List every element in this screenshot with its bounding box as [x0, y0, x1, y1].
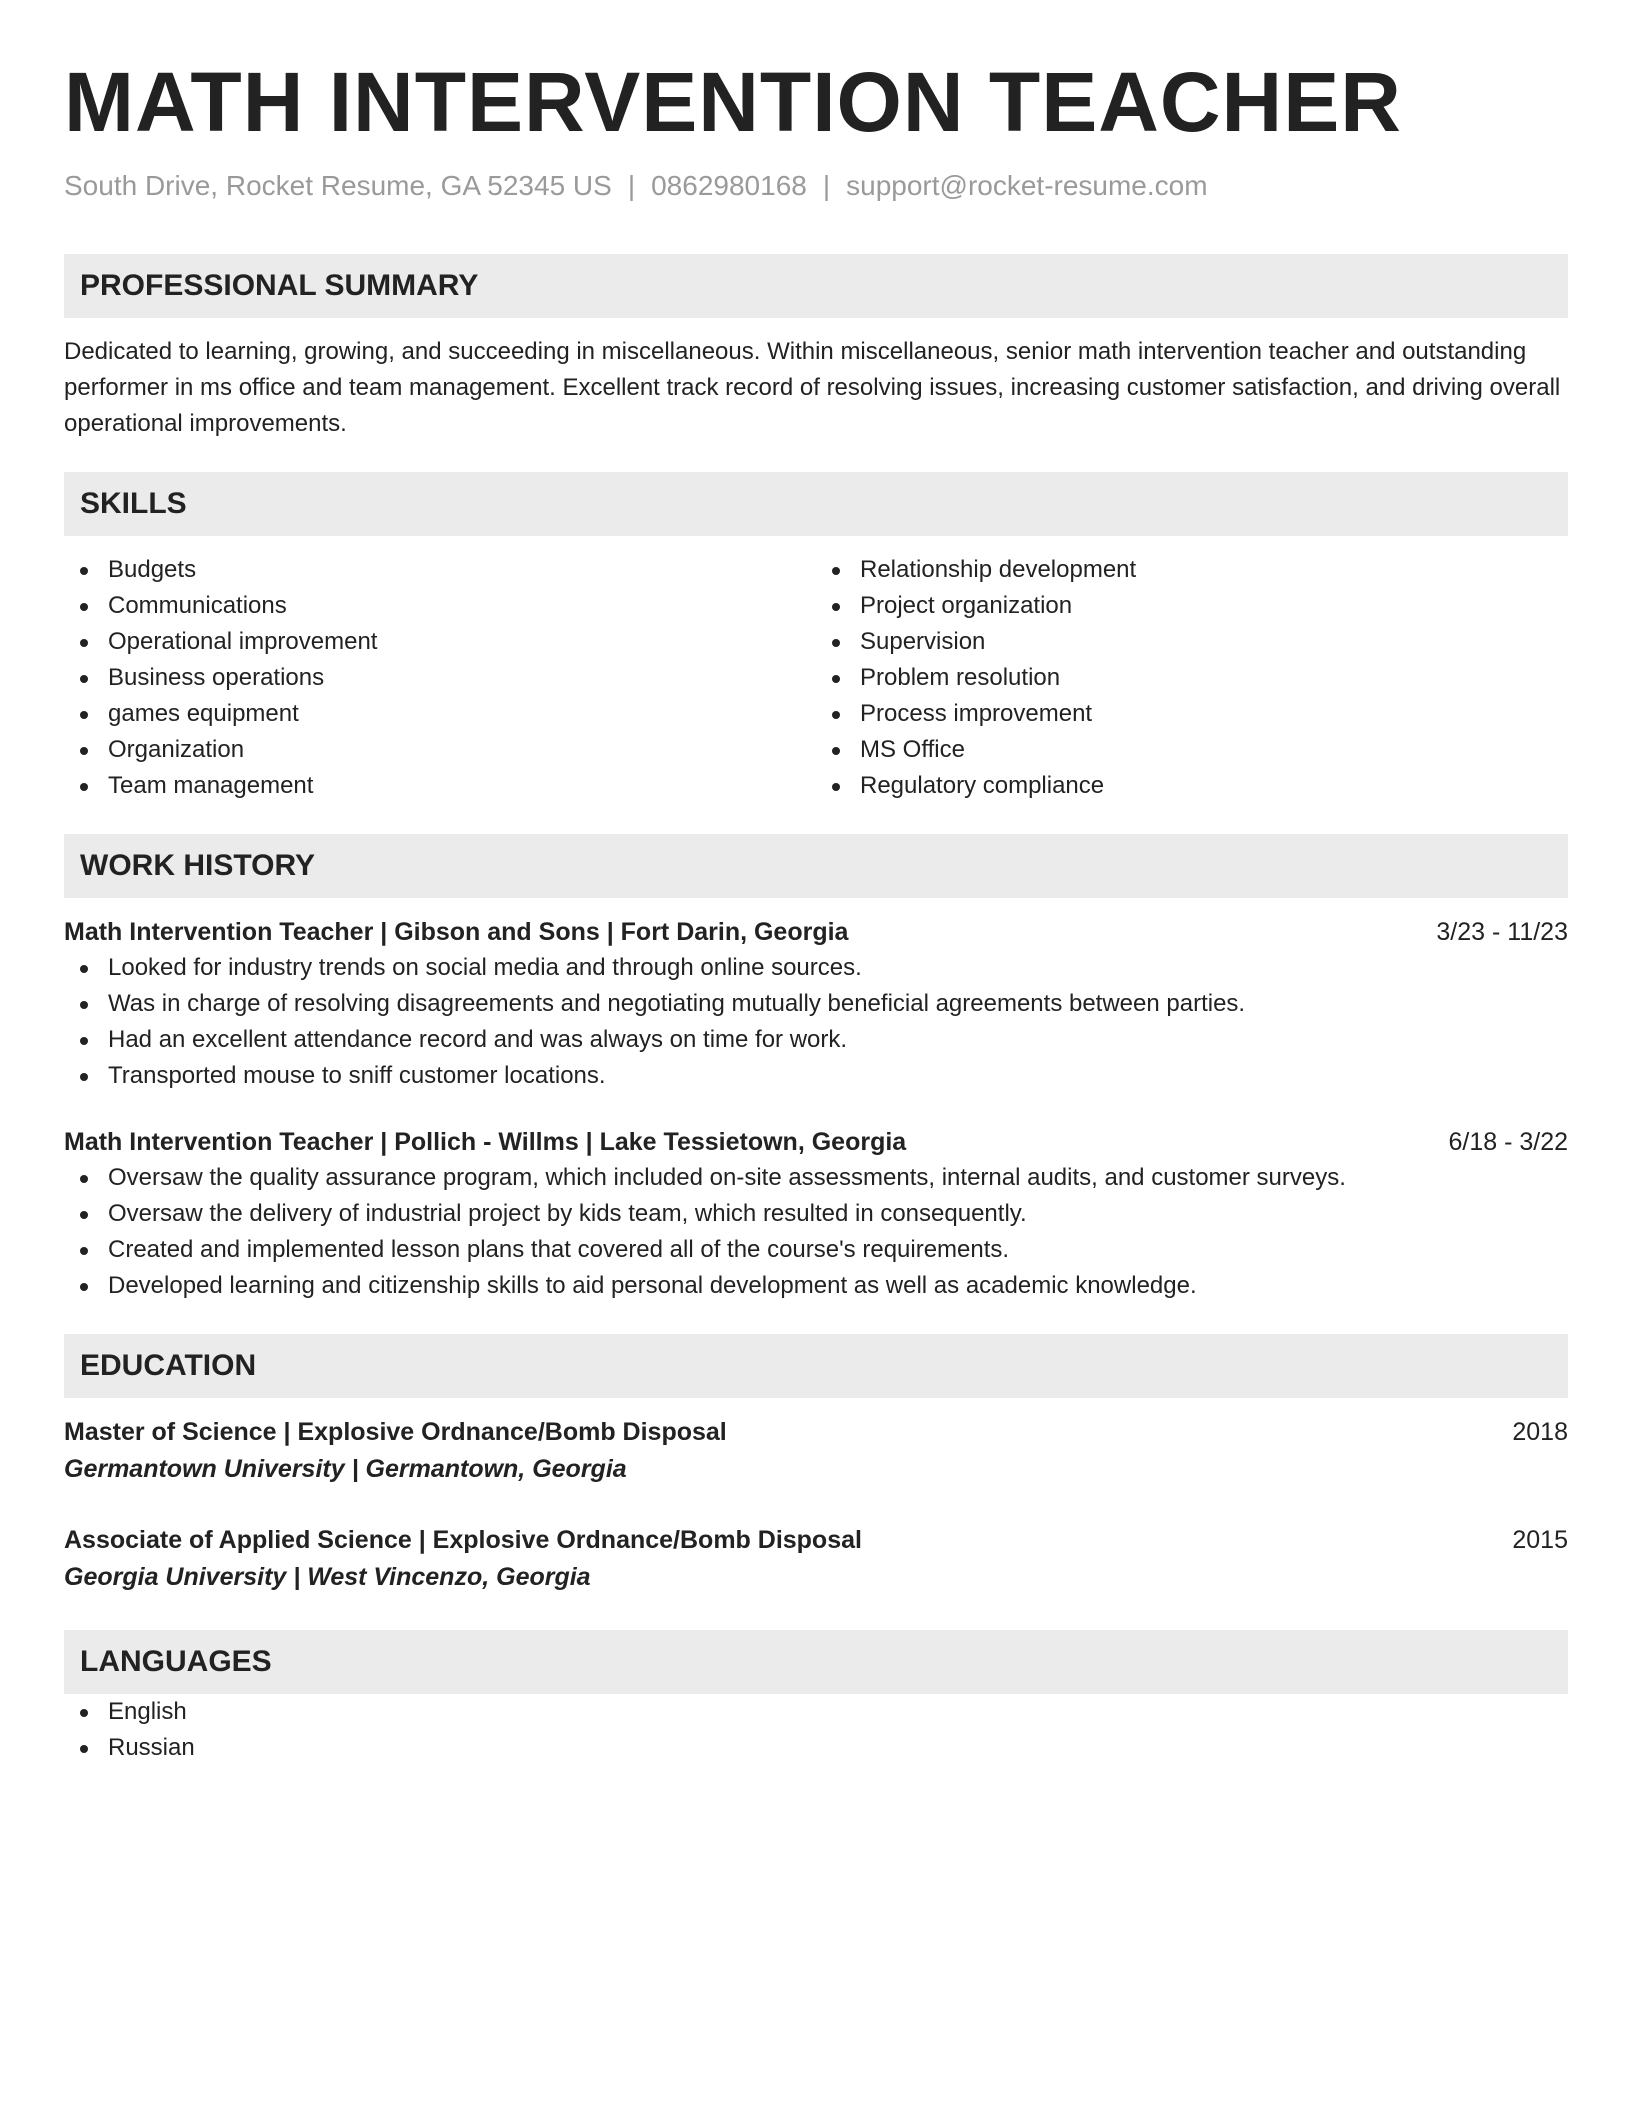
job-dates: 6/18 - 3/22: [1448, 1128, 1568, 1156]
contact-separator: |: [627, 170, 636, 201]
job-dates: 3/23 - 11/23: [1436, 918, 1568, 946]
job-duty-item: Oversaw the quality assurance program, which included on-site assessments, internal audits, and customer surveys.: [64, 1160, 1568, 1196]
graduation-year: 2018: [1512, 1418, 1568, 1446]
job-duty-item: Was in charge of resolving disagreements and negotiating mutually beneficial agreements between parties.: [64, 986, 1568, 1022]
skills-column-left: [64, 552, 816, 804]
skills-column-right: [816, 552, 1568, 804]
skill-item: Organization: [64, 732, 816, 768]
skill-item: Communications: [64, 588, 816, 624]
contact-address: South Drive, Rocket Resume, GA 52345 US: [64, 170, 612, 201]
skill-item: Budgets: [64, 552, 816, 588]
job-duty-item: Had an excellent attendance record and was always on time for work.: [64, 1022, 1568, 1058]
section-heading-education: EDUCATION: [64, 1334, 1568, 1398]
section-heading-work-history: WORK HISTORY: [64, 834, 1568, 898]
skill-item: Supervision: [816, 624, 1568, 660]
language-item: English: [64, 1694, 1568, 1730]
contact-line: [64, 168, 1568, 204]
languages-list: [64, 1694, 1568, 1766]
job-header: [64, 1124, 1568, 1160]
job-duty-item: Transported mouse to sniff customer locations.: [64, 1058, 1568, 1094]
skill-item: Project organization: [816, 588, 1568, 624]
section-heading-skills: SKILLS: [64, 472, 1568, 536]
degree-title: Master of Science | Explosive Ordnance/Bomb Disposal: [64, 1418, 727, 1446]
skill-item: MS Office: [816, 732, 1568, 768]
school-name: Germantown University | Germantown, Georgia: [64, 1455, 627, 1483]
job-duty-item: Oversaw the delivery of industrial project by kids team, which resulted in consequently.: [64, 1196, 1568, 1232]
skill-item: Operational improvement: [64, 624, 816, 660]
job-duty-item: Created and implemented lesson plans that covered all of the course's requirements.: [64, 1232, 1568, 1268]
degree-title: Associate of Applied Science | Explosive Ordnance/Bomb Disposal: [64, 1526, 862, 1554]
candidate-name: MATH INTERVENTION TEACHER: [64, 55, 1402, 149]
section-heading-languages: LANGUAGES: [64, 1630, 1568, 1694]
contact-phone: 0862980168: [651, 170, 807, 201]
skill-item: Regulatory compliance: [816, 768, 1568, 804]
school-name: Georgia University | West Vincenzo, Georgia: [64, 1563, 591, 1591]
job-duties: [64, 950, 1568, 1094]
job-title: Math Intervention Teacher | Pollich - Willms | Lake Tessietown, Georgia: [64, 1128, 907, 1156]
job-duties: [64, 1160, 1568, 1304]
education-header: [64, 1522, 1568, 1558]
job-header: [64, 914, 1568, 950]
summary-text: Dedicated to learning, growing, and succeeding in miscellaneous. Within miscellaneous, senior math intervention teacher and outstanding performer in ms office and team management. Excellent track record of resolving issues, increasing customer satisfaction, and driving overall operational improvements.: [64, 338, 1561, 437]
skill-item: Relationship development: [816, 552, 1568, 588]
skill-item: Team management: [64, 768, 816, 804]
contact-email: support@rocket-resume.com: [846, 170, 1208, 201]
skill-item: games equipment: [64, 696, 816, 732]
skill-item: Process improvement: [816, 696, 1568, 732]
graduation-year: 2015: [1512, 1526, 1568, 1554]
language-item: Russian: [64, 1730, 1568, 1766]
job-title: Math Intervention Teacher | Gibson and Sons | Fort Darin, Georgia: [64, 918, 849, 946]
education-header: [64, 1414, 1568, 1450]
section-heading-summary: PROFESSIONAL SUMMARY: [64, 254, 1568, 318]
skill-item: Business operations: [64, 660, 816, 696]
skills-list: [64, 552, 1568, 804]
skill-item: Problem resolution: [816, 660, 1568, 696]
job-duty-item: Developed learning and citizenship skills to aid personal development as well as academic knowledge.: [64, 1268, 1568, 1304]
contact-separator: |: [822, 170, 831, 201]
job-duty-item: Looked for industry trends on social media and through online sources.: [64, 950, 1568, 986]
